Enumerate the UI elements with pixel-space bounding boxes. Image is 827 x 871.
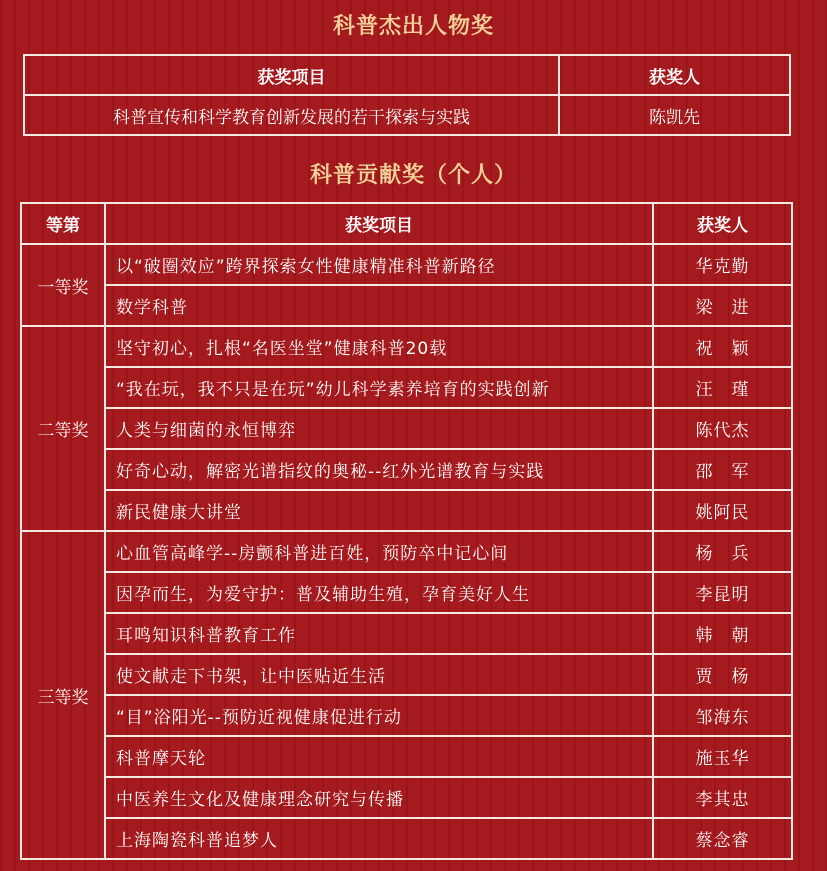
winner-cell: 陈凯先 <box>559 95 790 135</box>
header-winner: 获奖人 <box>653 203 792 244</box>
table-row <box>21 449 792 490</box>
table-row <box>21 244 792 285</box>
winner-cell: 邵 军 <box>653 449 792 490</box>
winner-cell: 杨 兵 <box>653 531 792 572</box>
project-cell: 心血管高峰学--房颤科普进百姓，预防卒中记心间 <box>105 531 653 572</box>
project-cell: 新民健康大讲堂 <box>105 490 653 531</box>
winner-cell: 贾 杨 <box>653 654 792 695</box>
winner-cell: 梁 进 <box>653 285 792 326</box>
table-row <box>21 285 792 326</box>
grade-cell: 一等奖 <box>21 244 105 326</box>
outstanding-award-table <box>23 54 791 136</box>
grade-cell: 二等奖 <box>21 326 105 531</box>
table-header-row <box>24 55 790 95</box>
project-cell: 科普宣传和科学教育创新发展的若干探索与实践 <box>24 95 559 135</box>
table-row <box>21 818 792 859</box>
table-row <box>21 572 792 613</box>
table-row <box>21 777 792 818</box>
section-title-contribution: 科普贡献奖（个人） <box>309 162 517 188</box>
winner-cell: 蔡念睿 <box>653 818 792 859</box>
project-cell: 科普摩天轮 <box>105 736 653 777</box>
table-row <box>21 408 792 449</box>
table-row <box>21 654 792 695</box>
project-cell: 上海陶瓷科普追梦人 <box>105 818 653 859</box>
header-grade: 等第 <box>21 203 105 244</box>
project-cell: 以“破圈效应”跨界探索女性健康精准科普新路径 <box>105 244 653 285</box>
table-row <box>21 531 792 572</box>
project-cell: 人类与细菌的永恒博弈 <box>105 408 653 449</box>
winner-cell: 陈代杰 <box>653 408 792 449</box>
project-cell: “我在玩，我不只是在玩”幼儿科学素养培育的实践创新 <box>105 367 653 408</box>
project-cell: 好奇心动，解密光谱指纹的奥秘--红外光谱教育与实践 <box>105 449 653 490</box>
winner-cell: 华克勤 <box>653 244 792 285</box>
section-title-outstanding: 科普杰出人物奖 <box>332 13 494 39</box>
table-row <box>21 613 792 654</box>
winner-cell: 李其忠 <box>653 777 792 818</box>
winner-cell: 汪 瑾 <box>653 367 792 408</box>
project-cell: 坚守初心，扎根“名医坐堂”健康科普20载 <box>105 326 653 367</box>
winner-cell: 邹海东 <box>653 695 792 736</box>
project-cell: “目”浴阳光--预防近视健康促进行动 <box>105 695 653 736</box>
table-row <box>24 95 790 135</box>
table-row <box>21 736 792 777</box>
header-project: 获奖项目 <box>105 203 653 244</box>
contribution-award-table <box>20 202 793 860</box>
header-winner: 获奖人 <box>559 55 790 95</box>
table-row <box>21 367 792 408</box>
header-project: 获奖项目 <box>24 55 559 95</box>
winner-cell: 施玉华 <box>653 736 792 777</box>
winner-cell: 韩 朝 <box>653 613 792 654</box>
project-cell: 使文献走下书架，让中医贴近生活 <box>105 654 653 695</box>
winner-cell: 姚阿民 <box>653 490 792 531</box>
project-cell: 因孕而生，为爱守护：普及辅助生殖，孕育美好人生 <box>105 572 653 613</box>
table-row <box>21 326 792 367</box>
project-cell: 中医养生文化及健康理念研究与传播 <box>105 777 653 818</box>
winner-cell: 李昆明 <box>653 572 792 613</box>
winner-cell: 祝 颖 <box>653 326 792 367</box>
grade-cell: 三等奖 <box>21 531 105 859</box>
project-cell: 耳鸣知识科普教育工作 <box>105 613 653 654</box>
table-row <box>21 695 792 736</box>
table-header-row <box>21 203 792 244</box>
table-row <box>21 490 792 531</box>
project-cell: 数学科普 <box>105 285 653 326</box>
